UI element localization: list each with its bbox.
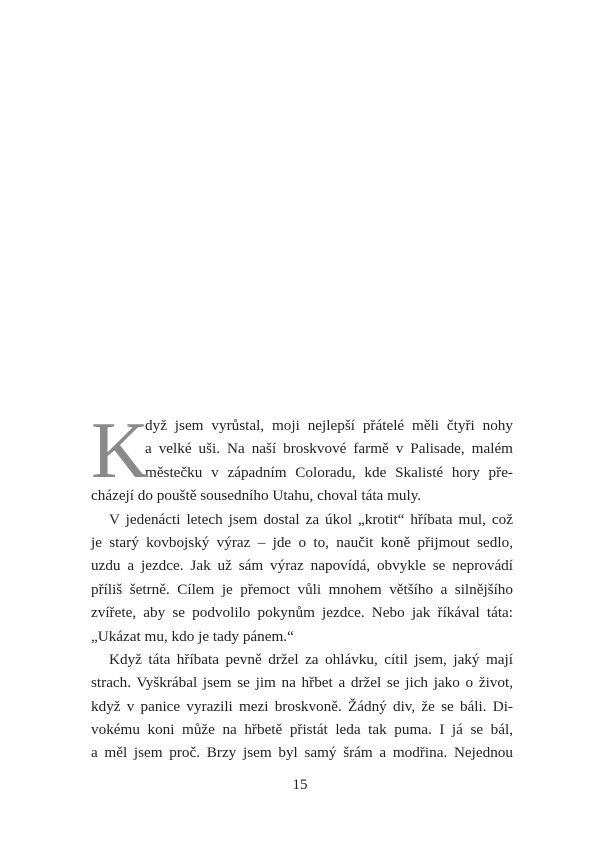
paragraph-2 [91, 508, 513, 648]
paragraph-3 [91, 648, 513, 765]
body-text [91, 407, 513, 765]
text-line: uzdu a jezdce. Jak už sám výraz napovídá, obvykle se neprovádí [91, 557, 513, 575]
text-line: cházejí do pouště sousedního Utahu, choval táta muly. [91, 487, 422, 505]
text-line: vokému koni může na hřbetě přistát leda tak puma. I já se bál, [91, 721, 513, 739]
text-line: dyž jsem vyrůstal, moji nejlepší přátelé měli čtyři nohy [145, 417, 513, 434]
text-line: příliš šetrně. Cílem je přemoct vůli mnohem většího a silnějšího [91, 580, 513, 598]
text-line: městečku v západním Coloradu, kde Skalisté hory pře- [145, 463, 513, 481]
text-line: je starý kovbojský výraz – jde o to, naučit koně přijmout sedlo, [91, 533, 513, 551]
drop-cap: K [91, 407, 149, 495]
text-line: V jedenácti letech jsem dostal za úkol „krotit“ hříbata mul, což [109, 510, 513, 528]
text-line: když v panice vyrazili mezi broskvoně. Žádný div, že se báli. Di- [91, 697, 513, 715]
text-line: strach. Vyškrábal jsem se jim na hřbet a držel se jich jako o život, [91, 674, 513, 692]
text-line: Když táta hříbata pevně držel za ohlávku, cítil jsem, jaký mají [109, 650, 513, 668]
paragraph-1 [91, 407, 513, 508]
text-line: a měl jsem proč. Brzy jsem byl samý šrám a modřina. Nejednou [91, 744, 513, 762]
page-number: 15 [292, 777, 308, 793]
text-line: zvířete, aby se podvolilo pokynům jezdce. Nebo jak říkával táta: [91, 604, 513, 622]
text-line: a velké uši. Na naší broskvové farmě v Palisade, malém [145, 440, 513, 458]
text-line: „Ukázat mu, kdo je tady pánem.“ [91, 627, 294, 645]
